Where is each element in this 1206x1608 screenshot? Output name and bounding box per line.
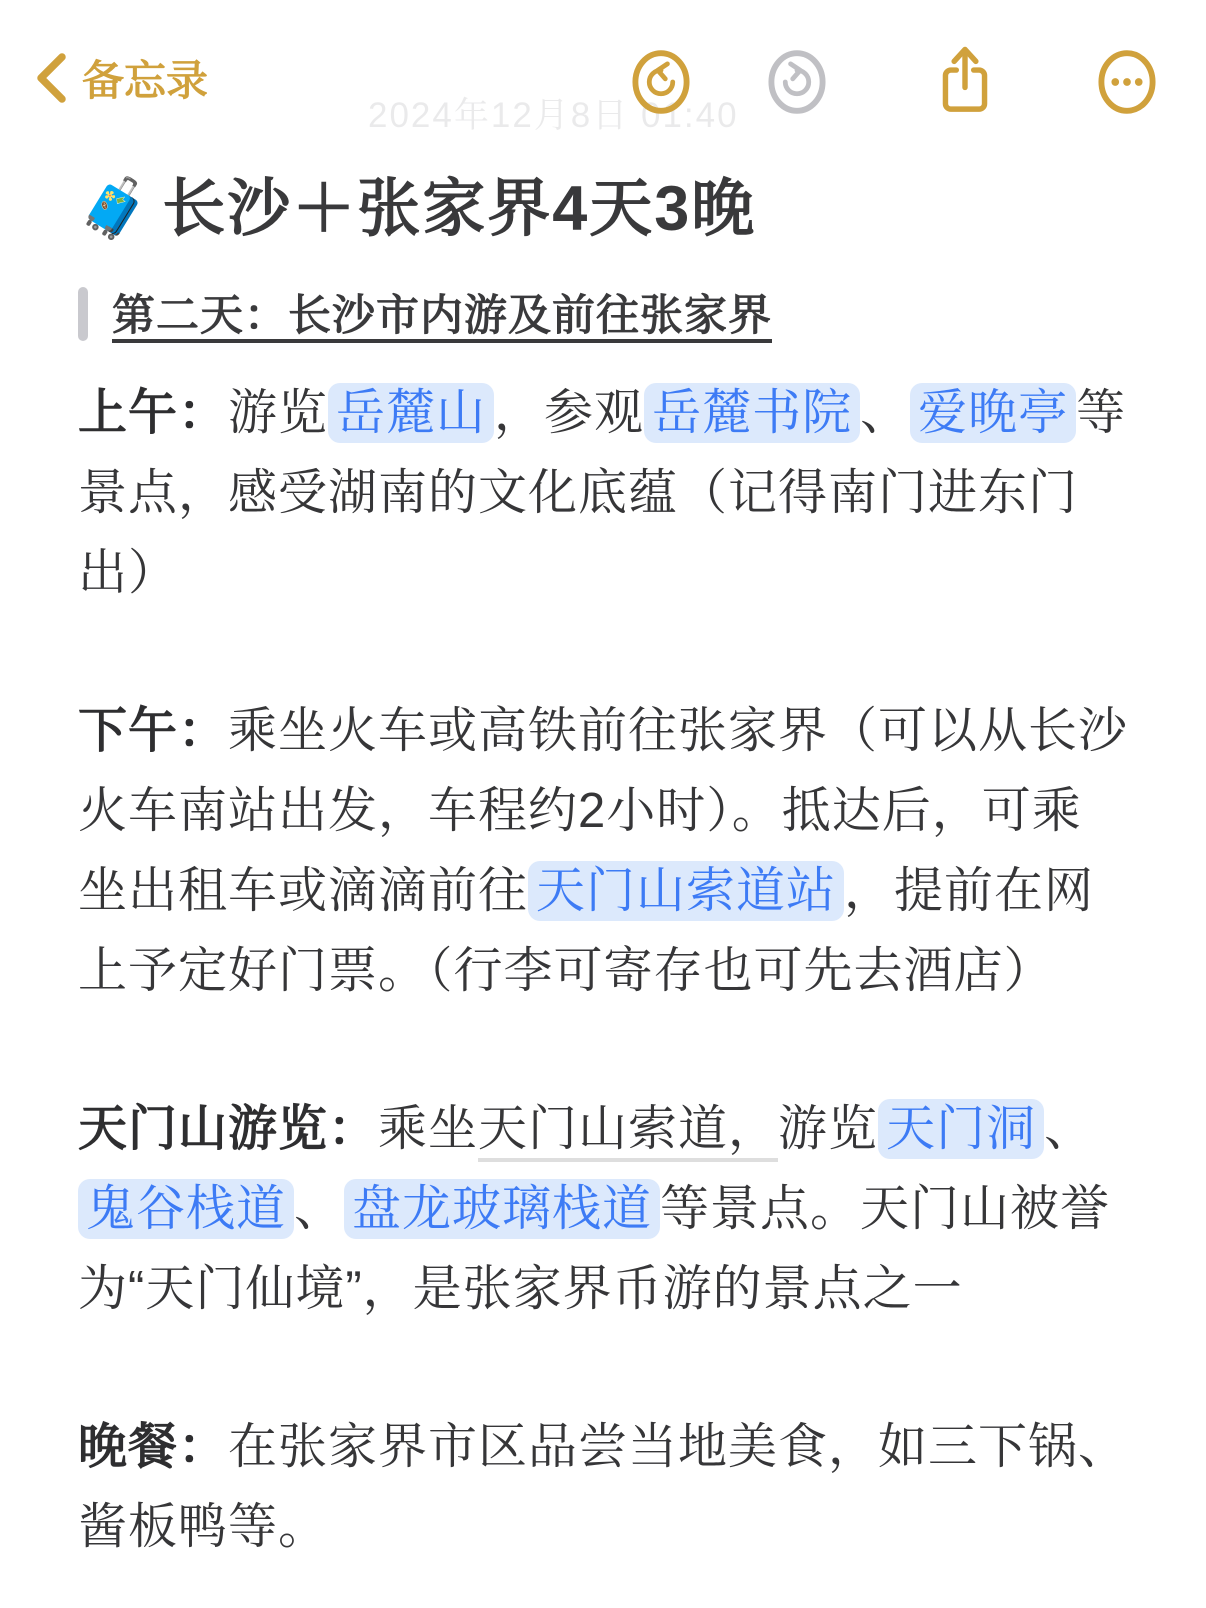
- note-paragraph[interactable]: [78, 1089, 1130, 1329]
- text-segment: 在张家界市区品尝当地美食，如三下锅、酱板鸭等。: [78, 1420, 1129, 1555]
- chevron-left-icon: [34, 52, 68, 104]
- section-header: 第二天：长沙市内游及前往张家界: [112, 291, 772, 340]
- toolbar: [628, 44, 1206, 120]
- text-segment: 乘坐: [378, 1102, 479, 1157]
- inline-link[interactable]: 天门洞: [878, 1099, 1044, 1159]
- note-date: 2024年12月8日 01:40: [368, 96, 739, 135]
- text-segment: 、: [294, 1182, 345, 1237]
- share-icon: [934, 44, 996, 120]
- text-segment: 上午：: [78, 386, 229, 441]
- back-button-label: 备忘录: [82, 57, 209, 104]
- note-title-text: 长沙＋张家界4天3晚: [162, 174, 757, 244]
- section-header-block: [78, 283, 1130, 347]
- text-segment: 天门山游览：: [78, 1102, 379, 1157]
- note-paragraph[interactable]: [78, 1407, 1130, 1567]
- inline-link[interactable]: 天门山索道站: [528, 861, 844, 921]
- more-button[interactable]: [1094, 44, 1160, 120]
- text-segment: 游览: [228, 386, 329, 441]
- more-icon: [1095, 46, 1159, 118]
- inline-link[interactable]: 盘龙玻璃栈道: [344, 1179, 660, 1239]
- text-segment: 等景点，感受湖南的文化底蕴（记得南门进东门出）: [78, 386, 1127, 601]
- text-segment: 晚餐：: [78, 1420, 229, 1475]
- text-segment: 下午：: [78, 704, 229, 759]
- inline-link[interactable]: 鬼谷栈道: [78, 1179, 294, 1239]
- back-button[interactable]: [34, 48, 208, 108]
- redo-button[interactable]: [764, 44, 830, 120]
- quote-bar: [78, 287, 88, 341]
- text-segment: ，参观: [494, 386, 645, 441]
- text-segment: 天门山索道，: [478, 1102, 778, 1162]
- note-body[interactable]: [78, 373, 1130, 1567]
- redo-icon: [765, 46, 829, 118]
- inline-link[interactable]: 岳麓山: [328, 383, 494, 443]
- text-segment: 、: [860, 386, 911, 441]
- note-paragraph[interactable]: [78, 691, 1130, 1011]
- luggage-emoji: 🧳: [78, 176, 153, 242]
- nav-bar: [0, 0, 1206, 138]
- text-segment: 乘坐火车或高铁前往张家界（可以从长沙火车南站出发，车程约2小时）。抵达后，可乘坐出租车或滴滴前往: [78, 704, 1129, 919]
- share-button[interactable]: [932, 44, 998, 120]
- note-title: [78, 170, 1130, 249]
- text-segment: 游览: [778, 1102, 879, 1157]
- note-paragraph[interactable]: [78, 373, 1130, 613]
- undo-icon: [629, 46, 693, 118]
- note-editor[interactable]: [0, 138, 1206, 1567]
- inline-link[interactable]: 爱晚亭: [910, 383, 1076, 443]
- undo-button[interactable]: [628, 44, 694, 120]
- text-segment: 等景点。天门山被誉为“天门仙境”，是张家界币游的景点之一: [78, 1182, 1111, 1317]
- inline-link[interactable]: 岳麓书院: [644, 383, 860, 443]
- text-segment: ，提前在网上予定好门票。（行李可寄存也可先去酒店）: [78, 864, 1095, 999]
- text-segment: 、: [1044, 1102, 1095, 1157]
